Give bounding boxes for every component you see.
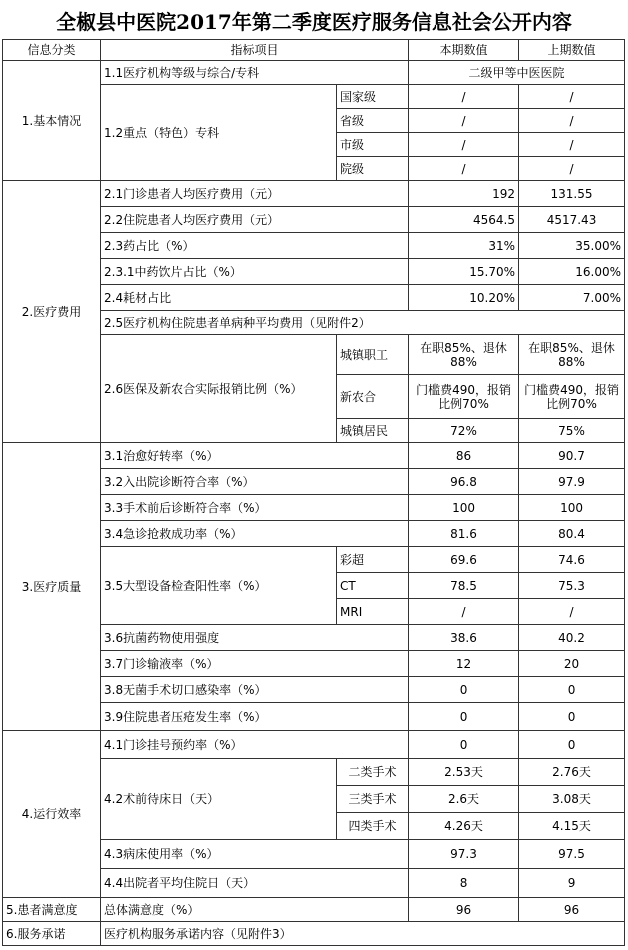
current-value: 72% (409, 419, 519, 443)
info-table (2, 39, 625, 946)
table-row (3, 181, 625, 207)
current-value: 69.6 (409, 547, 519, 573)
table-row (3, 898, 625, 922)
previous-value: 9 (519, 869, 625, 898)
table-row (3, 731, 625, 759)
indicator-name: 3.1治愈好转率（%） (101, 443, 409, 469)
indicator-name: 3.8无菌手术切口感染率（%） (101, 677, 409, 703)
sub-label: 四类手术 (337, 813, 409, 840)
current-value: 12 (409, 651, 519, 677)
previous-value: 3.08天 (519, 786, 625, 813)
current-value: 0 (409, 677, 519, 703)
header-previous: 上期数值 (519, 40, 625, 61)
indicator-name: 2.1门诊患者人均医疗费用（元） (101, 181, 409, 207)
indicator-name: 医疗机构服务承诺内容（见附件3） (101, 922, 625, 946)
current-value: 100 (409, 495, 519, 521)
indicator-name: 4.4出院者平均住院日（天） (101, 869, 409, 898)
table-header (3, 40, 625, 61)
sub-label: 彩超 (337, 547, 409, 573)
current-value: 38.6 (409, 625, 519, 651)
previous-value: 0 (519, 677, 625, 703)
previous-value: 97.5 (519, 840, 625, 869)
current-value: 192 (409, 181, 519, 207)
previous-value: / (519, 133, 625, 157)
previous-value: 7.00% (519, 285, 625, 311)
category-commitment: 6.服务承诺 (3, 922, 101, 946)
current-value: 96 (409, 898, 519, 922)
current-value: 97.3 (409, 840, 519, 869)
current-value: 2.53天 (409, 759, 519, 786)
previous-value: 35.00% (519, 233, 625, 259)
current-value: 10.20% (409, 285, 519, 311)
category-quality: 3.医疗质量 (3, 443, 101, 731)
previous-value: 16.00% (519, 259, 625, 285)
current-value: 78.5 (409, 573, 519, 599)
indicator-name: 2.3药占比（%） (101, 233, 409, 259)
sub-label: 三类手术 (337, 786, 409, 813)
header-category: 信息分类 (3, 40, 101, 61)
indicator-name: 1.1医疗机构等级与综合/专科 (101, 61, 409, 85)
previous-value: 40.2 (519, 625, 625, 651)
category-efficiency: 4.运行效率 (3, 731, 101, 898)
category-cost: 2.医疗费用 (3, 181, 101, 443)
previous-value: 131.55 (519, 181, 625, 207)
sub-label: 二类手术 (337, 759, 409, 786)
indicator-name: 4.2术前待床日（天） (101, 759, 337, 840)
sub-label: 城镇居民 (337, 419, 409, 443)
indicator-name: 2.4耗材占比 (101, 285, 409, 311)
current-value: 0 (409, 731, 519, 759)
current-value: 0 (409, 703, 519, 731)
previous-value: 74.6 (519, 547, 625, 573)
current-value: 门槛费490，报销比例70% (409, 375, 519, 419)
sub-label: 城镇职工 (337, 335, 409, 375)
indicator-name: 2.6医保及新农合实际报销比例（%） (101, 335, 337, 443)
table-row (3, 61, 625, 85)
sub-label: 国家级 (337, 85, 409, 109)
category-satisfaction: 5.患者满意度 (3, 898, 101, 922)
current-value: 31% (409, 233, 519, 259)
current-value: 4564.5 (409, 207, 519, 233)
current-value: 在职85%、退休88% (409, 335, 519, 375)
previous-value: 0 (519, 731, 625, 759)
previous-value: 2.76天 (519, 759, 625, 786)
sub-label: MRI (337, 599, 409, 625)
indicator-name: 3.5大型设备检查阳性率（%） (101, 547, 337, 625)
previous-value: 4.15天 (519, 813, 625, 840)
indicator-name: 3.9住院患者压疮发生率（%） (101, 703, 409, 731)
previous-value: 75% (519, 419, 625, 443)
table-row (3, 443, 625, 469)
indicator-name: 3.6抗菌药物使用强度 (101, 625, 409, 651)
current-value: / (409, 133, 519, 157)
indicator-name: 总体满意度（%） (101, 898, 409, 922)
current-value: / (409, 157, 519, 181)
current-value: 15.70% (409, 259, 519, 285)
current-value: 8 (409, 869, 519, 898)
current-value: 2.6天 (409, 786, 519, 813)
previous-value: / (519, 109, 625, 133)
previous-value: 4517.43 (519, 207, 625, 233)
indicator-name: 4.1门诊挂号预约率（%） (101, 731, 409, 759)
page-title: 全椒县中医院2017年第二季度医疗服务信息社会公开内容 (56, 9, 572, 34)
previous-value: / (519, 157, 625, 181)
current-value: / (409, 85, 519, 109)
category-basic: 1.基本情况 (3, 61, 101, 181)
indicator-name: 3.4急诊抢救成功率（%） (101, 521, 409, 547)
sub-label: 市级 (337, 133, 409, 157)
current-value: 96.8 (409, 469, 519, 495)
previous-value: 96 (519, 898, 625, 922)
current-value: / (409, 109, 519, 133)
sub-label: 省级 (337, 109, 409, 133)
previous-value: 门槛费490，报销比例70% (519, 375, 625, 419)
table-row (3, 922, 625, 946)
indicator-name: 1.2重点（特色）专科 (101, 85, 337, 181)
header-current: 本期数值 (409, 40, 519, 61)
previous-value: 97.9 (519, 469, 625, 495)
current-value: 4.26天 (409, 813, 519, 840)
indicator-name: 2.3.1中药饮片占比（%） (101, 259, 409, 285)
previous-value: / (519, 85, 625, 109)
current-value: 81.6 (409, 521, 519, 547)
sub-label: 新农合 (337, 375, 409, 419)
indicator-name: 2.2住院患者人均医疗费用（元） (101, 207, 409, 233)
indicator-name: 3.2入出院诊断符合率（%） (101, 469, 409, 495)
current-value: / (409, 599, 519, 625)
previous-value: 在职85%、退休88% (519, 335, 625, 375)
previous-value: / (519, 599, 625, 625)
sub-label: 院级 (337, 157, 409, 181)
previous-value: 100 (519, 495, 625, 521)
previous-value: 90.7 (519, 443, 625, 469)
current-value: 86 (409, 443, 519, 469)
indicator-name: 4.3病床使用率（%） (101, 840, 409, 869)
previous-value: 75.3 (519, 573, 625, 599)
header-indicator: 指标项目 (101, 40, 409, 61)
indicator-name: 2.5医疗机构住院患者单病种平均费用（见附件2） (101, 311, 625, 335)
indicator-value: 二级甲等中医医院 (409, 61, 625, 85)
previous-value: 80.4 (519, 521, 625, 547)
indicator-name: 3.3手术前后诊断符合率（%） (101, 495, 409, 521)
sub-label: CT (337, 573, 409, 599)
previous-value: 20 (519, 651, 625, 677)
previous-value: 0 (519, 703, 625, 731)
indicator-name: 3.7门诊输液率（%） (101, 651, 409, 677)
